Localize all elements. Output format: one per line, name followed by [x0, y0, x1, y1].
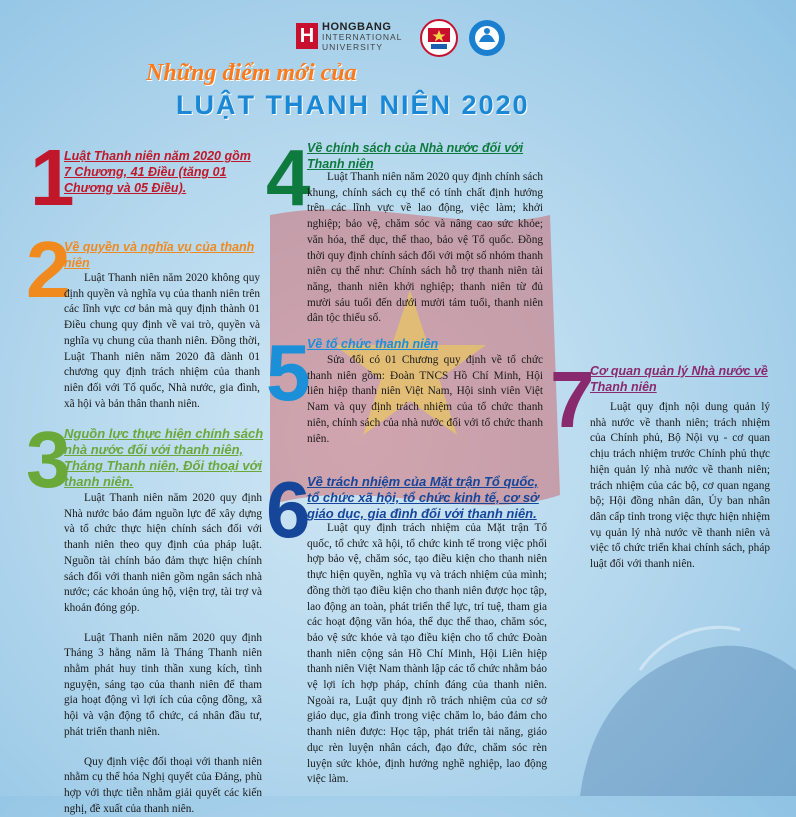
section-4-number: 4	[266, 133, 311, 222]
section-1-heading: Luật Thanh niên năm 2020 gồm 7 Chương, 41 Điều (tăng 01 Chương và 05 Điều).	[64, 149, 251, 195]
section-4-body	[307, 170, 543, 327]
hongbang-wordmark	[322, 22, 402, 52]
section-6-paragraph: Luật quy định trách nhiệm của Mặt trận Tổ quốc, tổ chức xã hội, tổ chức kinh tế trong việc phối hợp bảo vệ, chăm sóc, tạo điều kiện cho thanh niên thực hiện quyền, nghĩa vụ và trách nhiệm của mình; đồng thời tạo điều kiện cho thanh niên được học tập, lao động an toàn, phát triển thể lực, trí tuệ, tham gia các hoạt động văn hóa, thể dục thể thao, chăm sóc, bảo vệ sức khỏe và tạo điều kiện cho tổ chức Đoàn thanh niên cộng sản Hồ Chí Minh, Hội Liên hiệp thanh niên Việt Nam thành lập các tổ chức nhằm bảo vệ lợi ích hợp pháp, chính đáng của thanh niên. Ngoài ra, Luật quy định rõ trách nhiệm của cơ sở giáo dục, gia đình trong việc chăm lo, bảo đảm cho thanh niên được: Học tập, phát triển tài năng, giáo dục rèn luyện nhân cách, đạo đức, chăm sóc rèn luyện sức khỏe, định hướng nghề nghiệp, lao động việc làm.	[307, 522, 547, 786]
section-5-paragraph: Sửa đổi có 01 Chương quy định về tổ chức thanh niên gồm: Đoàn TNCS Hồ Chí Minh, Hội liên hiệp thanh niên Việt Nam, Hội sinh viên Việt Nam và quy định trách nhiệm của tổ chức thanh niên, chính sách của nhà nước đối với tổ chức thanh niên.	[307, 354, 543, 445]
section-5-heading: Về tổ chức thanh niên	[307, 337, 439, 351]
section-5-number: 5	[266, 328, 311, 417]
section-6-heading: Về trách nhiệm của Mặt trận Tổ quốc, tổ chức xã hội, tổ chức kinh tế, cơ sở giáo dục, gia đình đối với thanh niên.	[307, 474, 539, 521]
section-2-body	[64, 271, 260, 412]
section-3-paragraph-3: Quy định việc đối thoại với thanh niên nhằm cụ thể hóa Nghị quyết của Đảng, phù hợp với thực tiễn nhằm giải quyết các kiến nghị, đề xuất của thanh niên.	[64, 755, 262, 815]
section-3-number: 3	[26, 415, 71, 504]
section-6-number: 6	[266, 465, 311, 554]
header-logos	[296, 18, 556, 58]
hongbang-international: INTERNATIONAL	[322, 32, 403, 42]
section-7-number: 7	[550, 355, 595, 444]
section-3-body	[64, 491, 262, 817]
section-2-number: 2	[26, 225, 71, 314]
section-1-number: 1	[30, 133, 75, 222]
hongbang-logo: H	[296, 23, 318, 49]
section-2-paragraph: Luật Thanh niên năm 2020 không quy định quyền và nghĩa vụ của thanh niên trên các lĩnh vực cơ bản mà quy định thành 01 Điều chung quy định về vai trò, quyền và nghĩa vụ chung của thanh niên. Đồng thời, Luật Thanh niên năm 2020 đã dành 01 chương quy định trách nhiệm của thanh niên đối với Tổ quốc, Nhà nước, gia đình, xã hội và bản thân thanh niên.	[64, 272, 260, 410]
section-7-heading: Cơ quan quản lý Nhà nước về Thanh niên	[590, 364, 768, 394]
section-2-heading: Về quyền và nghĩa vụ của thanh niên	[64, 240, 255, 270]
page-title: LUẬT THANH NIÊN 2020	[176, 90, 530, 120]
section-6-body	[307, 521, 547, 788]
section-4-heading: Về chính sách của Nhà nước đối với Thanh niên	[307, 141, 524, 171]
page-subtitle: Những điểm mới của	[146, 60, 357, 86]
section-3-paragraph-2: Luật Thanh niên năm 2020 quy định Tháng 3 hằng năm là Tháng Thanh niên nhằm phát huy tinh thần xung kích, tình nguyện, sáng tạo của thanh niên để tham gia hoạt động vì lợi ích của cộng đồng, xã hội và vận động tổ chức, cá nhân đầu tư, phát triển thanh niên.	[64, 631, 262, 738]
section-5-body	[307, 353, 543, 447]
section-7-body	[590, 400, 770, 573]
section-3-paragraph-1: Luật Thanh niên năm 2020 quy định Nhà nước bảo đảm nguồn lực để xây dựng và tổ chức thực hiện chính sách đối với thanh niên theo quy định của pháp luật. Nguồn tài chính bảo đảm thực hiện chính sách đối với thanh niên gồm ngân sách nhà nước; các khoản ủng hộ, viện trợ, tài trợ và khoản đóng góp.	[64, 492, 262, 614]
student-association-logo	[467, 18, 507, 58]
hongbang-university: UNIVERSITY	[322, 42, 384, 52]
section-3-heading: Nguồn lực thực hiện chính sách nhà nước đối với thanh niên, Tháng Thanh niên, Đối thoại với thanh niên.	[64, 426, 264, 489]
section-7-paragraph: Luật quy định nội dung quản lý nhà nước về thanh niên; trách nhiệm của Chính phủ, Bộ Nội vụ - cơ quan chịu trách nhiệm trước Chính phủ thực hiện quản lý nhà nước về thanh niên; trách nhiệm của các bộ, cơ quan ngang bộ; Hội đồng nhân dân, Ủy ban nhân dân cấp tỉnh trong việc thực hiện nhiệm vụ quản lý nhà nước về thanh niên và việc tổ chức triển khai chính sách, pháp luật đối với thanh niên.	[590, 401, 770, 571]
youth-union-logo	[419, 18, 459, 58]
section-4-paragraph: Luật Thanh niên năm 2020 quy định chính sách khung, chính sách cụ thể có tính chất định hướng trên các lĩnh vực về lao động, việc làm; khởi nghiệp; bảo vệ, chăm sóc và nâng cao sức khỏe; văn hóa, thể dục, thể thao, bảo vệ Tổ quốc. Đồng thời quy định chính sách đối với một số nhóm thanh niên cụ thể như: Chính sách hỗ trợ thanh niên tài năng, thanh niên khởi nghiệp; thanh niên từ đủ mười sáu tuổi đến dưới mười tám tuổi, thanh niên dân tộc thiểu số.	[307, 171, 543, 325]
hongbang-name: HONGBANG	[322, 21, 392, 33]
